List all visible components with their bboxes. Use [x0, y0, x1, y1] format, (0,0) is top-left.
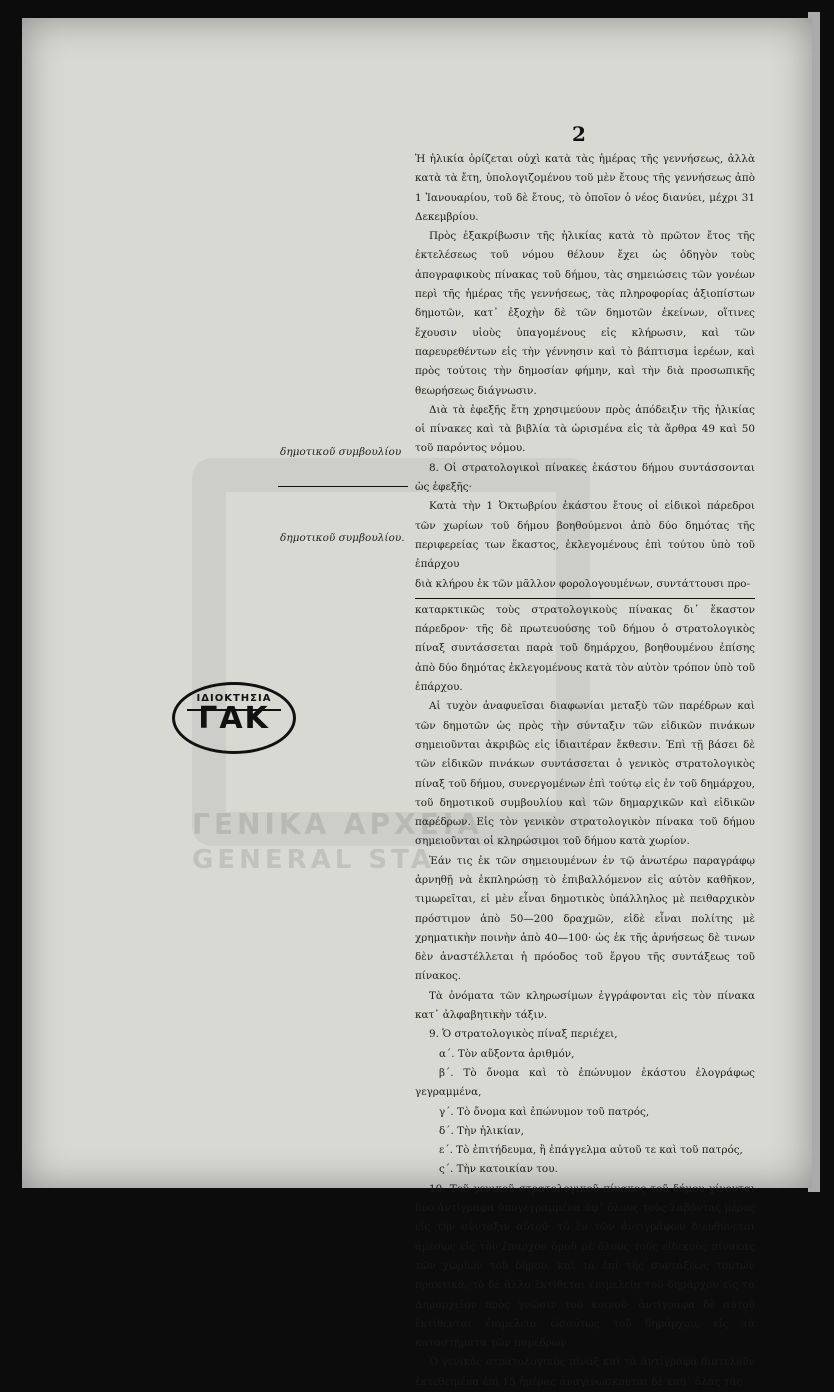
article-8-heading: 8. Οἱ στρατολογικοὶ πίνακες ἑκάστου δήμου συντάσσονται ὡς ἐφεξῆς· [415, 461, 755, 494]
article-9-heading: 9. Ὁ στρατολογικὸς πίναξ περιέχει, [429, 1028, 618, 1041]
body-text [415, 150, 755, 1392]
page-number: 2 [572, 122, 586, 146]
article-8-paragraph-2: καταρκτικῶς τοὺς στρατολογικοὺς πίνακας δι᾽ ἕκαστον πάρεδρον· τῆς δὲ πρωτευούσης τοῦ δήμου ὁ στρατολογικὸς πίναξ συντάσσεται παρὰ τοῦ δημάρχου, βοηθουμένου ἐπίσης ἀπὸ δύο δημότας ἐκλεγομένους κατὰ τὸν αὐτὸν τρόπον ὑπὸ τοῦ ἐπάρχου. [415, 603, 755, 694]
list-item: β΄. Τὸ ὄνομα καὶ τὸ ἐπώνυμον ἑκάστου ἐλογράφως γεγραμμένα, [415, 1066, 755, 1099]
list-item: γ΄. Τὸ ὄνομα καὶ ἐπώνυμον τοῦ πατρός, [439, 1105, 650, 1118]
paragraph: Πρὸς ἐξακρίβωσιν τῆς ἡλικίας κατὰ τὸ πρῶτον ἔτος τῆς ἐκτελέσεως τοῦ νόμου θέλουν ἔχει ὡς ὁδηγὸν τοὺς ἀπογραφικοὺς πίνακας τοῦ δήμου, τὰς σημειώσεις τῶν γονέων περὶ τῆς ἡμέρας τῆς γεννήσεως, τὰς πληροφορίας ἀξιοπίστων δημοτῶν, κατ᾽ ἐξοχὴν δὲ τῶν δημοτῶν ἐκείνων, οἵτινες ἔχουσιν υἱοὺς ὑπαγομένους εἰς κλήρωσιν, καὶ τῶν παρευρεθέντων εἰς τὴν γέννησιν καὶ τὸ βάπτισμα ἱερέων, καὶ πρὸς τούτοις τὴν δημοσίαν φήμην, καὶ τὴν διὰ προσωπικῆς θεωρήσεως διάγνωσιν. [415, 230, 755, 397]
article-8-paragraph: Κατὰ τὴν 1 Ὀκτωβρίου ἑκάστου ἔτους οἱ εἰδικοὶ πάρεδροι τῶν χωρίων τοῦ δήμου βοηθούμενοι ἀπὸ δύο δημότας τῆς περιφερείας των ἕκαστος, ἐκλεγομένους ἐπὶ τούτου ὑπὸ τοῦ ἐπάρχου [415, 500, 755, 571]
article-10: 10. Τοῦ γενικοῦ στρατολογικοῦ πίνακος τοῦ δήμου γίνονται δύο ἀντίγραφα ὑπογεγραμμένα ἀφ᾽ ὅλους τοὺς λαβόντας μέρος εἰς τὴν σύνταξιν αὐτοῦ· τὸ ἓν τῶν ἀντιγράφων διευθύνεται ἀμέσως εἰς τὸν ἔπαρχον ὁμοῦ μὲ ὅλους τοὺς εἰδικοὺς πίνακας τῶν χωρίων τοῦ δήμου, καὶ τὰ ἐπὶ τῆς συντάξεως τούτων πρακτικά, τὸ δὲ ἄλλο ἐκτίθεται ἐπιμελείᾳ τοῦ δημάρχου εἰς τὰ Δημαρχεῖον πρὸς γνῶσιν τοῦ κοινοῦ· ἀντίγραφα δὲ αὐτοῦ ἐκτίθενται ἐπιμελείᾳ ὡσαύτως τοῦ δημάρχου, εἰς τὰ καταστήματα τῶν παρέδρων. [415, 1182, 755, 1350]
divider-rule [415, 598, 755, 599]
paragraph: Διὰ τὰ ἐφεξῆς ἔτη χρησιμεύουν πρὸς ἀπόδειξιν τῆς ἡλικίας οἱ πίνακες καὶ τὰ βιβλία τὰ ὡρισμένα εἰς τὰ ἄρθρα 49 καὶ 50 τοῦ παρόντος νόμου. [415, 403, 755, 455]
paragraph: Τὰ ὀνόματα τῶν κληρωσίμων ἐγγράφονται εἰς τὸν πίνακα κατ᾽ ἀλφαβητικὴν τάξιν. [415, 989, 755, 1022]
list-item: δ΄. Τὴν ἡλικίαν, [439, 1124, 524, 1137]
margin-rule [278, 486, 408, 487]
list-item: ς΄. Τὴν κατοικίαν του. [439, 1163, 558, 1176]
paragraph: Ὁ γενικὸς στρατολογικὸς πίναξ καὶ τὰ ἀντίγραφα διατελοῦν ἐκτεθειμένα ἐπὶ 15 ἡμέρας ἀναγινώσκονται δὲ καθ᾽ ὅλας τὰς [415, 1356, 755, 1388]
list-item: ε΄. Τὸ ἐπιτήδευμα, ἢ ἐπάγγελμα αὐτοῦ τε καὶ τοῦ πατρός, [439, 1144, 743, 1157]
paragraph: Ἐάν τις ἐκ τῶν σημειουμένων ἐν τῷ ἀνωτέρω παραγράφῳ ἀρνηθῇ νὰ ἐκπληρώσῃ τὸ ἐπιβαλλόμενον εἰς αὐτὸν καθῆκον, τιμωρεῖται, εἰ μὲν εἶναι δημοτικὸς ὑπάλληλος μὲ πειθαρχικὸν πρόστιμον ἀπὸ 50—200 δραχμῶν, εἰδὲ εἶναι πολίτης μὲ χρηματικὴν ποινὴν ἀπὸ 40—100· ὡς ἐκ τῆς ἀρνήσεως δὲ τινων δὲν ἀναστέλλεται ἡ πρόοδος τοῦ ἔργου τῆς συντάξεως τοῦ πίνακος. [415, 854, 755, 983]
list-item: α΄. Τὸν αὔξοντα ἀριθμόν, [439, 1047, 575, 1060]
ownership-stamp [172, 682, 296, 754]
stamp-divider [187, 709, 281, 711]
margin-note: δημοτικοῦ συμβουλίου. [280, 532, 405, 544]
stamp-main-text: ΓΑΚ [198, 701, 270, 736]
article-8-continuation: διὰ κλήρου ἐκ τῶν μᾶλλον φορολογουμένων, συντάττουσι προ- [415, 577, 751, 590]
paragraph: Αἱ τυχὸν ἀναφυεῖσαι διαφωνίαι μεταξὺ τῶν παρέδρων καὶ τῶν δημοτῶν ὡς πρὸς τὴν σύνταξιν τῶν εἰδικῶν πινάκων σημειοῦνται ἀκριβῶς εἰς ἰδιαιτέραν ἔκθεσιν. Ἐπὶ τῇ βάσει δὲ τῶν εἰδικῶν πινάκων συντάσσεται ὁ γενικὸς στρατολογικὸς πίναξ τοῦ δήμου, συνεργομένων ἐπὶ τούτῳ εἰς ἐν τοῦ δημάρχου, τοῦ δημοτικοῦ συμβουλίου καὶ τῶν δημαρχικῶν καὶ εἰδικῶν παρέδρων. Εἰς τὸν γενικὸν στρατολογικὸν πίνακα τοῦ δήμου σημειοῦνται οἱ κληρώσιμοι τοῦ δήμου κατὰ χωρίον. [415, 700, 755, 848]
margin-note: δημοτικοῦ συμβουλίου [280, 446, 402, 458]
stamp-top-text: ΙΔΙΟΚΤΗΣΙΑ [196, 693, 272, 704]
watermark-line-2: GENERAL STA [192, 845, 435, 875]
watermark-line-1: ΓΕΝΙΚΑ ΑΡΧΕΙΑ [192, 808, 483, 841]
paragraph: Ἡ ἡλικία ὁρίζεται οὐχὶ κατὰ τὰς ἡμέρας τῆς γεννήσεως, ἀλλὰ κατὰ τὰ ἔτη, ὑπολογιζομένου τοῦ μὲν ἔτους τῆς γεννήσεως ἀπὸ 1 Ἰανουαρίου, τοῦ δὲ ἔτους, τὸ ὁποῖον ὁ νέος διανύει, μέχρι 31 Δεκεμβρίου. [415, 153, 755, 223]
